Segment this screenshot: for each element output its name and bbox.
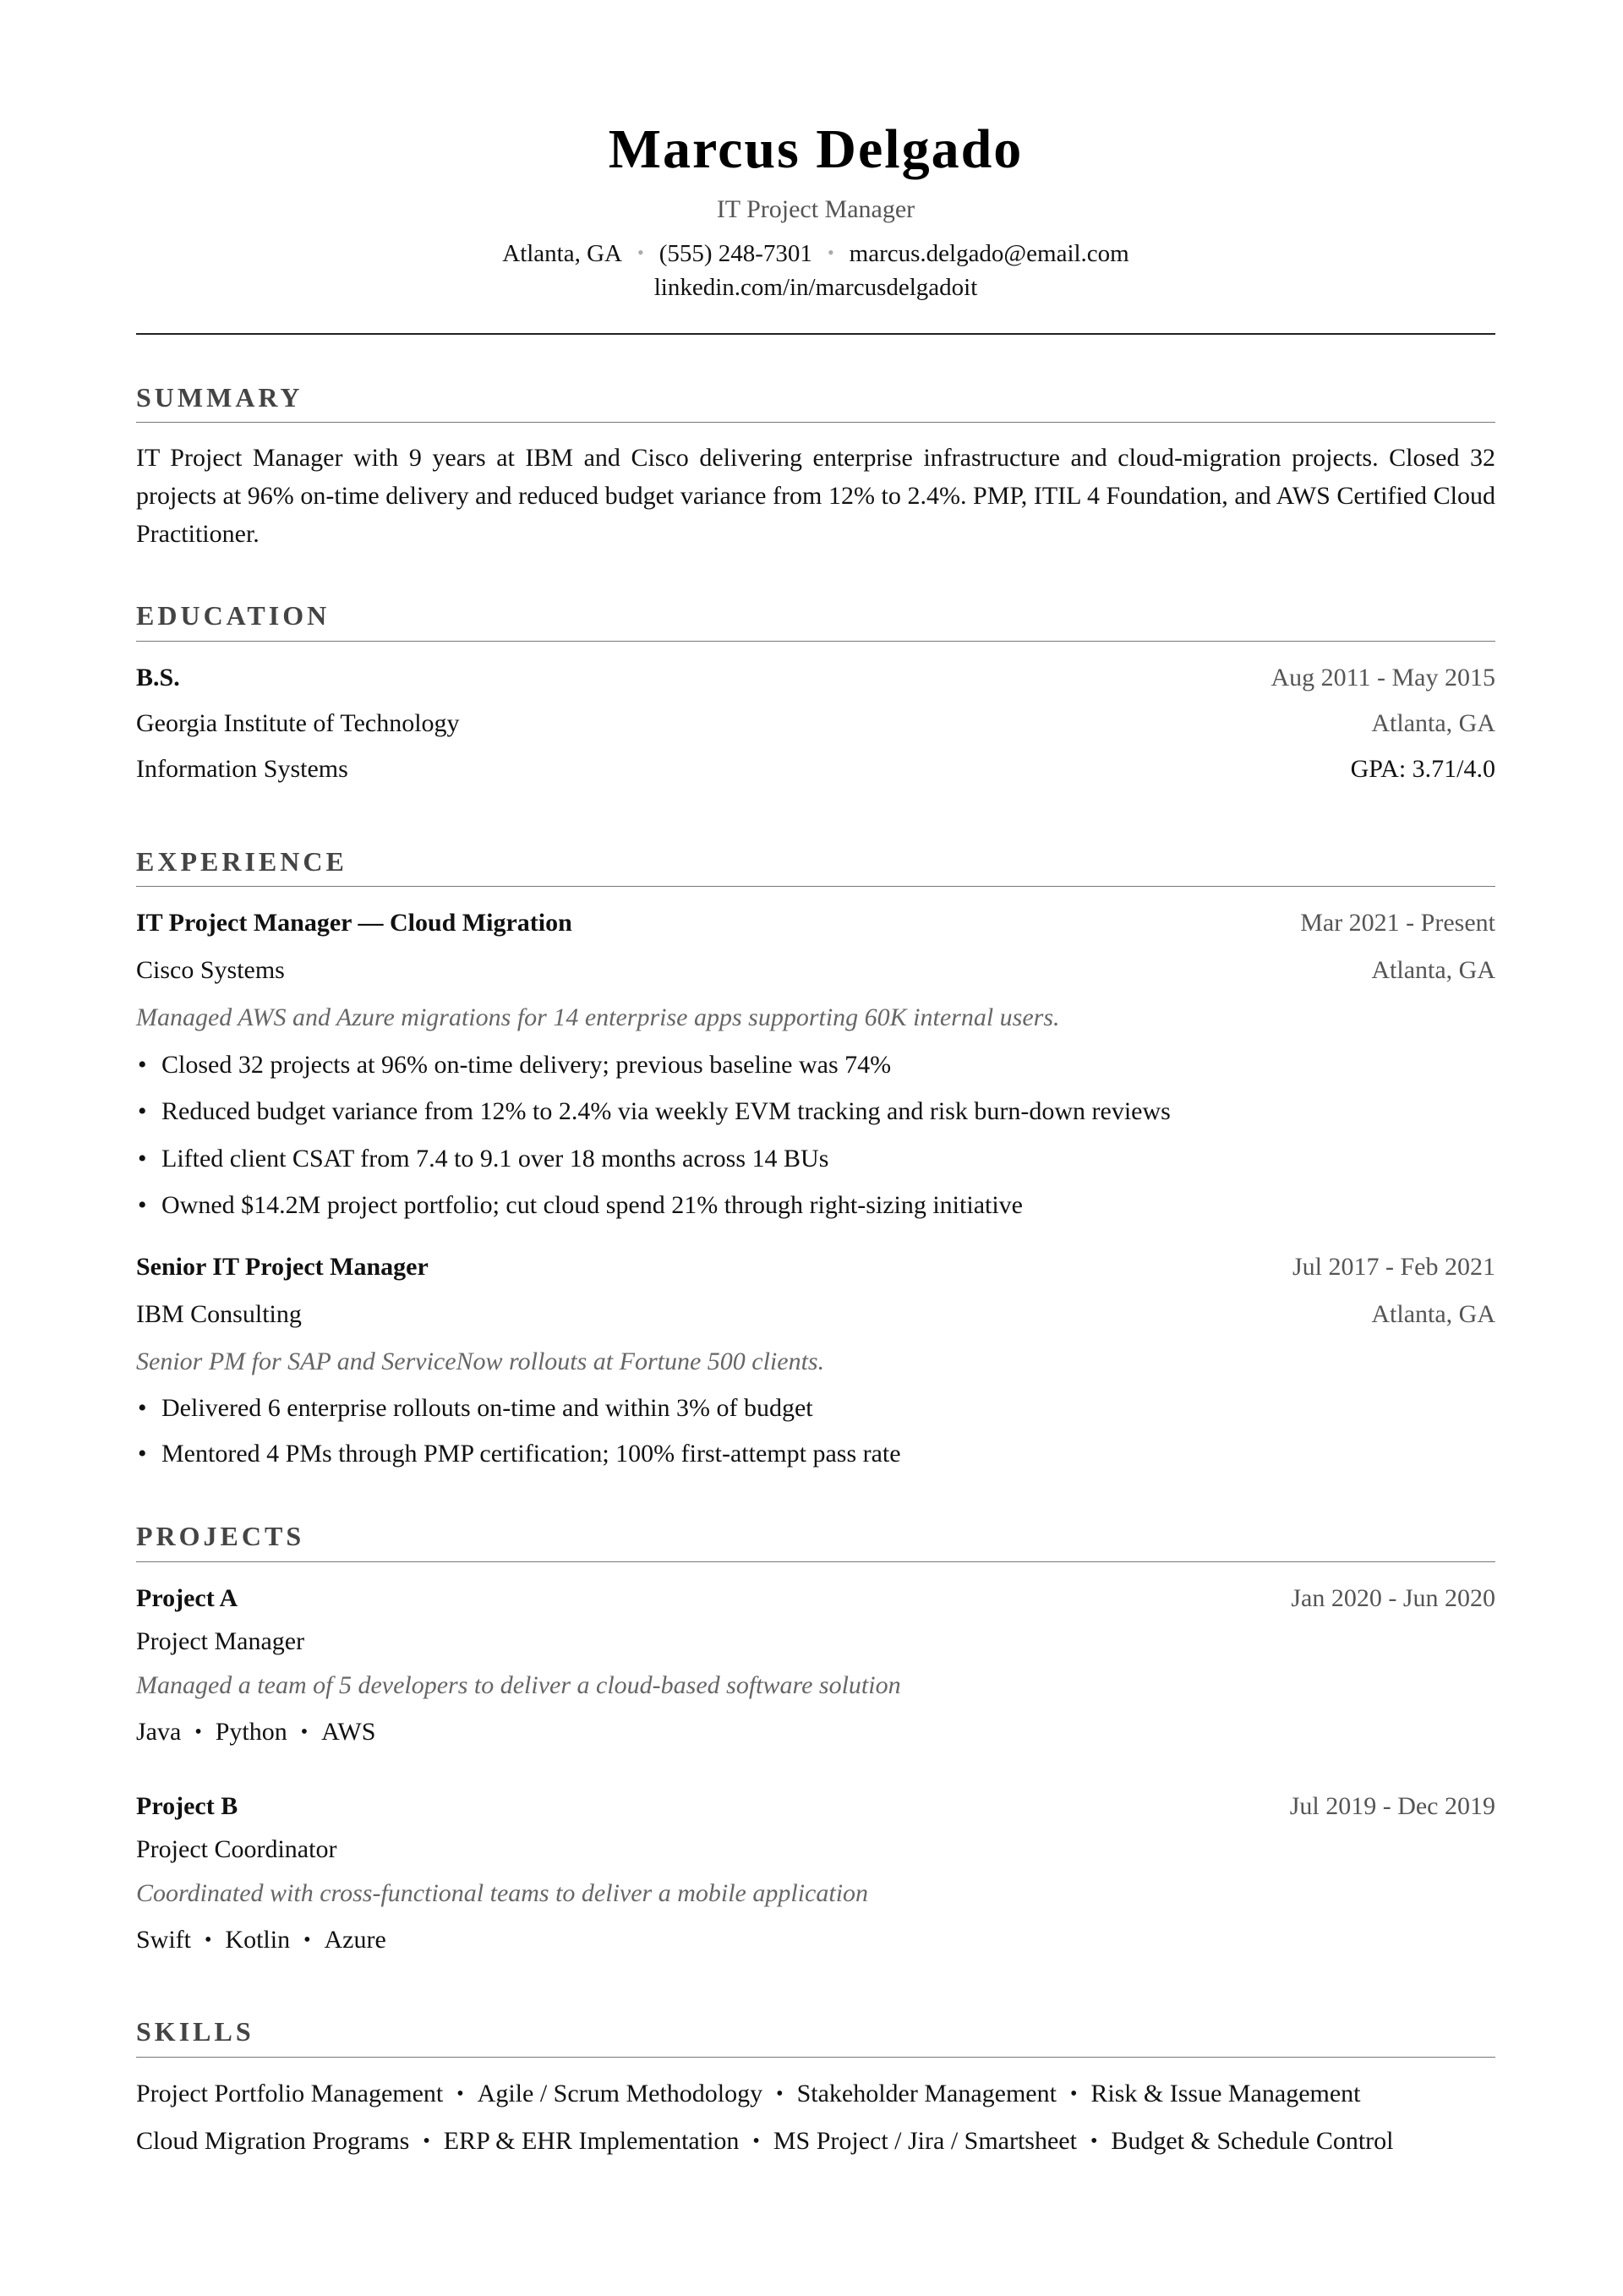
tag-separator: • bbox=[303, 1929, 311, 1951]
skill-item: Risk & Issue Management bbox=[1090, 2080, 1361, 2107]
skill-item: ERP & EHR Implementation bbox=[443, 2127, 740, 2155]
contact-separator: • bbox=[827, 242, 834, 263]
project-dates: Jan 2020 - Jun 2020 bbox=[1291, 1584, 1495, 1612]
section-divider bbox=[136, 1561, 1495, 1562]
bullet-dot: • bbox=[138, 1440, 147, 1468]
skill-separator: • bbox=[776, 2083, 784, 2105]
tech-tag: AWS bbox=[321, 1718, 376, 1746]
bullet-dot: • bbox=[138, 1145, 147, 1173]
skill-separator: • bbox=[423, 2130, 430, 2152]
skill-item: MS Project / Jira / Smartsheet bbox=[773, 2127, 1077, 2155]
bullet-text: Lifted client CSAT from 7.4 to 9.1 over 18 months across 14 BUs bbox=[161, 1145, 829, 1173]
job-title: Senior IT Project Manager bbox=[136, 1253, 429, 1281]
tech-tag: Java bbox=[136, 1718, 182, 1746]
education-dates: Aug 2011 - May 2015 bbox=[1271, 664, 1495, 692]
section-divider bbox=[136, 641, 1495, 642]
contact-email[interactable]: marcus.delgado@email.com bbox=[849, 240, 1129, 267]
education-school: Georgia Institute of Technology bbox=[136, 709, 460, 737]
header-divider bbox=[136, 333, 1495, 335]
project-tech-list bbox=[136, 1715, 1495, 1749]
job-dates: Jul 2017 - Feb 2021 bbox=[1292, 1253, 1495, 1281]
bullet-dot: • bbox=[138, 1097, 147, 1125]
job-title: IT Project Manager — Cloud Migration bbox=[136, 909, 572, 937]
education-field: Information Systems bbox=[136, 755, 348, 783]
section-divider bbox=[136, 2057, 1495, 2058]
skills-line bbox=[136, 2077, 1495, 2111]
bullet-text: Delivered 6 enterprise rollouts on-time and within 3% of budget bbox=[161, 1394, 813, 1422]
job-summary: Senior PM for SAP and ServiceNow rollouts at Fortune 500 clients. bbox=[136, 1348, 825, 1375]
contact-separator: • bbox=[637, 242, 644, 263]
section-heading-education: EDUCATION bbox=[136, 600, 331, 631]
contact-location: Atlanta, GA bbox=[502, 240, 622, 267]
skill-separator: • bbox=[1090, 2130, 1098, 2152]
skill-item: Cloud Migration Programs bbox=[136, 2127, 410, 2155]
job-company: Cisco Systems bbox=[136, 956, 285, 984]
project-tech-list bbox=[136, 1923, 1495, 1957]
contact-phone: (555) 248-7301 bbox=[658, 240, 812, 267]
skill-separator: • bbox=[1069, 2083, 1078, 2105]
job-location: Atlanta, GA bbox=[1371, 1300, 1495, 1328]
project-role: Project Manager bbox=[136, 1627, 305, 1655]
skill-item: Project Portfolio Management bbox=[136, 2080, 444, 2107]
job-company: IBM Consulting bbox=[136, 1300, 302, 1328]
section-heading-experience: EXPERIENCE bbox=[136, 846, 347, 877]
bullet-text: Closed 32 projects at 96% on-time delivery; previous baseline was 74% bbox=[161, 1051, 892, 1079]
project-name: Project A bbox=[136, 1584, 238, 1612]
project-description: Coordinated with cross-functional teams to deliver a mobile application bbox=[136, 1879, 869, 1907]
summary-text: IT Project Manager with 9 years at IBM and Cisco delivering enterprise infrastructure and cloud-migration projects. Closed 32 projects at 96% on-time delivery and reduced budget variance from 12% to 2.4%. PMP, ITIL 4 Foundation, and AWS Certified Cloud Practitioner. bbox=[136, 444, 1495, 548]
skill-item: Budget & Schedule Control bbox=[1111, 2127, 1394, 2155]
tech-tag: Azure bbox=[324, 1926, 386, 1954]
skill-separator: • bbox=[752, 2130, 760, 2152]
section-heading-projects: PROJECTS bbox=[136, 1521, 305, 1551]
bullet-text: Owned $14.2M project portfolio; cut cloud spend 21% through right-sizing initiative bbox=[161, 1191, 1023, 1219]
candidate-name: Marcus Delgado bbox=[608, 118, 1024, 180]
bullet-dot: • bbox=[138, 1191, 147, 1219]
job-summary: Managed AWS and Azure migrations for 14 enterprise apps supporting 60K internal users. bbox=[136, 1003, 1060, 1031]
skill-separator: • bbox=[456, 2083, 464, 2105]
tag-separator: • bbox=[300, 1721, 309, 1743]
education-gpa: GPA: 3.71/4.0 bbox=[1350, 755, 1495, 783]
contact-linkedin[interactable]: linkedin.com/in/marcusdelgadoit bbox=[653, 274, 978, 301]
skill-item: Stakeholder Management bbox=[796, 2080, 1057, 2107]
project-description: Managed a team of 5 developers to deliver a cloud-based software solution bbox=[136, 1671, 901, 1699]
education-location: Atlanta, GA bbox=[1371, 709, 1495, 737]
project-name: Project B bbox=[136, 1792, 238, 1820]
candidate-title: IT Project Manager bbox=[716, 195, 915, 223]
tag-separator: • bbox=[194, 1721, 202, 1743]
bullet-text: Reduced budget variance from 12% to 2.4% via weekly EVM tracking and risk burn-down reviews bbox=[161, 1097, 1171, 1125]
skills-line bbox=[136, 2124, 1495, 2158]
job-dates: Mar 2021 - Present bbox=[1300, 909, 1495, 937]
skill-item: Agile / Scrum Methodology bbox=[477, 2080, 763, 2107]
tag-separator: • bbox=[205, 1929, 212, 1951]
bullet-dot: • bbox=[138, 1051, 147, 1079]
bullet-dot: • bbox=[138, 1394, 147, 1422]
section-heading-summary: SUMMARY bbox=[136, 382, 303, 413]
job-location: Atlanta, GA bbox=[1371, 956, 1495, 984]
contact-line bbox=[136, 236, 1495, 271]
bullet-text: Mentored 4 PMs through PMP certification; 100% first-attempt pass rate bbox=[161, 1440, 901, 1468]
tech-tag: Swift bbox=[136, 1926, 192, 1954]
tech-tag: Kotlin bbox=[225, 1926, 291, 1954]
section-heading-skills: SKILLS bbox=[136, 2016, 254, 2047]
education-degree: B.S. bbox=[136, 664, 180, 692]
project-dates: Jul 2019 - Dec 2019 bbox=[1289, 1792, 1495, 1820]
project-role: Project Coordinator bbox=[136, 1835, 337, 1863]
section-divider bbox=[136, 422, 1495, 423]
section-divider bbox=[136, 886, 1495, 887]
tech-tag: Python bbox=[215, 1718, 287, 1746]
